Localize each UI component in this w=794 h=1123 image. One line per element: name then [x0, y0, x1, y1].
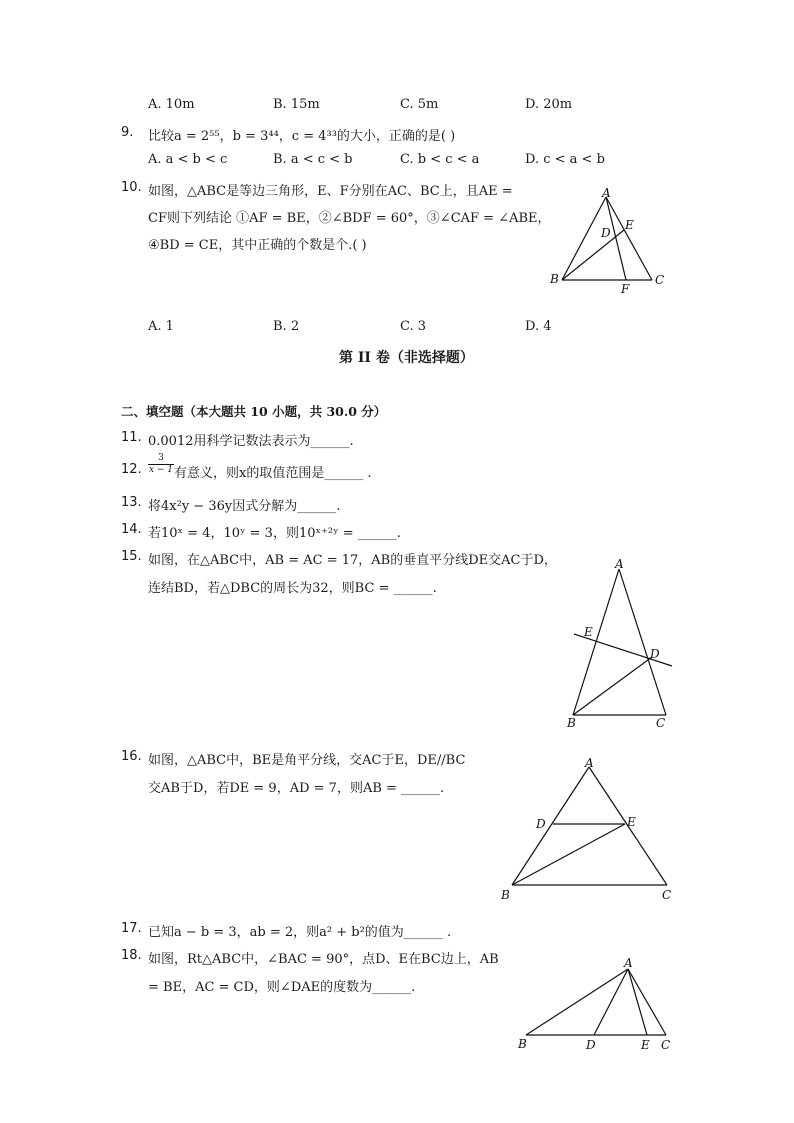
q13-number: 13. — [121, 495, 142, 510]
q11-number: 11. — [121, 430, 142, 445]
q12-fraction — [148, 453, 174, 476]
q18-number: 18. — [121, 948, 142, 963]
q10-figure — [540, 185, 680, 300]
q18-label-c: C — [661, 1038, 671, 1052]
q10-option-c: C. 3 — [400, 319, 427, 334]
q15-figure — [560, 555, 685, 735]
q15-label-e: E — [584, 625, 593, 639]
q9-option-b: B. a < c < b — [273, 152, 353, 167]
q18-figure — [510, 955, 680, 1060]
q11-text: 0.0012用科学记数法表示为______. — [148, 434, 354, 449]
q18-segment-ad — [594, 969, 628, 1035]
q9-stem: 比较a = 2⁵⁵，b = 3⁴⁴，c = 4³³的大小，正确的是( ) — [148, 129, 456, 144]
q18-label-d: D — [586, 1038, 596, 1052]
q12-fraction-denominator: x − 1 — [148, 465, 174, 475]
q18-label-b: B — [518, 1037, 527, 1051]
q10-label-a: A — [602, 186, 611, 200]
q15-label-a: A — [615, 557, 624, 571]
q15-label-d: D — [650, 647, 660, 661]
q16-label-a: A — [585, 756, 594, 770]
section-2-title: 二、填空题（本大题共 10 小题，共 30.0 分） — [121, 404, 387, 419]
q16-label-d: D — [536, 817, 546, 831]
q8-option-d: D. 20m — [525, 97, 573, 112]
q16-figure — [495, 755, 685, 905]
q14-text: 若10ˣ = 4，10ʸ = 3，则10ˣ⁺²ʸ = ______. — [148, 526, 401, 541]
q13-text: 将4x²y − 36y因式分解为______. — [148, 499, 341, 514]
q18-side-ab — [526, 969, 628, 1035]
q18-segment-ae — [628, 969, 647, 1035]
q9-option-a: A. a < b < c — [148, 152, 228, 167]
q9-number: 9. — [121, 125, 134, 140]
q10-number: 10. — [121, 180, 142, 195]
q10-label-f: F — [621, 282, 630, 296]
part-2-title: 第 II 卷（非选择题） — [339, 350, 474, 366]
q16-label-c: C — [662, 888, 672, 902]
q12-number: 12. — [121, 462, 142, 477]
q10-line-1: 如图，△ABC是等边三角形，E、F分别在AC、BC上，且AE = — [148, 184, 513, 199]
q10-label-b: B — [550, 272, 559, 286]
q14-number: 14. — [121, 522, 142, 537]
q8-option-b: B. 15m — [273, 97, 320, 112]
q18-line-2: = BE，AC = CD，则∠DAE的度数为______. — [148, 980, 416, 995]
q15-segment-bd — [573, 657, 652, 715]
q17-number: 17. — [121, 921, 142, 936]
q12-text: 有意义，则x的取值范围是______ . — [174, 466, 372, 481]
q16-number: 16. — [121, 749, 142, 764]
q9-option-d: D. c < a < b — [525, 152, 605, 167]
q16-segment-be — [512, 824, 625, 885]
q15-label-c: C — [656, 716, 666, 730]
q10-option-b: B. 2 — [273, 319, 300, 334]
q16-side-ab — [512, 767, 589, 885]
q16-line-1: 如图，△ABC中，BE是角平分线，交AC于E，DE//BC — [148, 753, 466, 768]
q8-option-a: A. 10m — [148, 97, 195, 112]
q18-line-1: 如图，Rt△ABC中，∠BAC = 90°，点D、E在BC边上，AB — [148, 952, 499, 967]
q10-option-a: A. 1 — [148, 319, 174, 334]
q10-segment-be — [562, 230, 624, 280]
q12-fraction-numerator: 3 — [158, 453, 164, 463]
q15-line-2: 连结BD，若△DBC的周长为32，则BC = ______. — [148, 581, 437, 596]
q10-line-3: ④BD = CE，其中正确的个数是个.( ) — [148, 238, 367, 253]
q10-label-c: C — [655, 273, 665, 287]
q15-number: 15. — [121, 549, 142, 564]
q18-side-ac — [628, 969, 666, 1035]
q15-side-ac — [619, 569, 666, 715]
q9-option-c: C. b < c < a — [400, 152, 480, 167]
q18-label-a: A — [624, 956, 633, 970]
q16-line-2: 交AB于D，若DE = 9，AD = 7，则AB = ______. — [148, 781, 445, 796]
q10-side-ab — [562, 197, 606, 280]
q15-line-1: 如图，在△ABC中，AB = AC = 17，AB的垂直平分线DE交AC于D， — [148, 553, 557, 568]
q16-label-b: B — [501, 888, 510, 902]
q16-label-e: E — [627, 815, 636, 829]
q17-text: 已知a − b = 3，ab = 2，则a² + b²的值为______ . — [148, 925, 452, 940]
q8-option-c: C. 5m — [400, 97, 439, 112]
q15-side-ab — [573, 569, 619, 715]
q10-label-d: D — [601, 226, 611, 240]
q18-label-e: E — [641, 1038, 650, 1052]
q15-label-b: B — [567, 716, 576, 730]
q10-line-2: CF则下列结论 ①AF = BE，②∠BDF = 60°，③∠CAF = ∠ABE， — [148, 211, 551, 226]
q10-label-e: E — [625, 218, 634, 232]
q10-option-d: D. 4 — [525, 319, 552, 334]
